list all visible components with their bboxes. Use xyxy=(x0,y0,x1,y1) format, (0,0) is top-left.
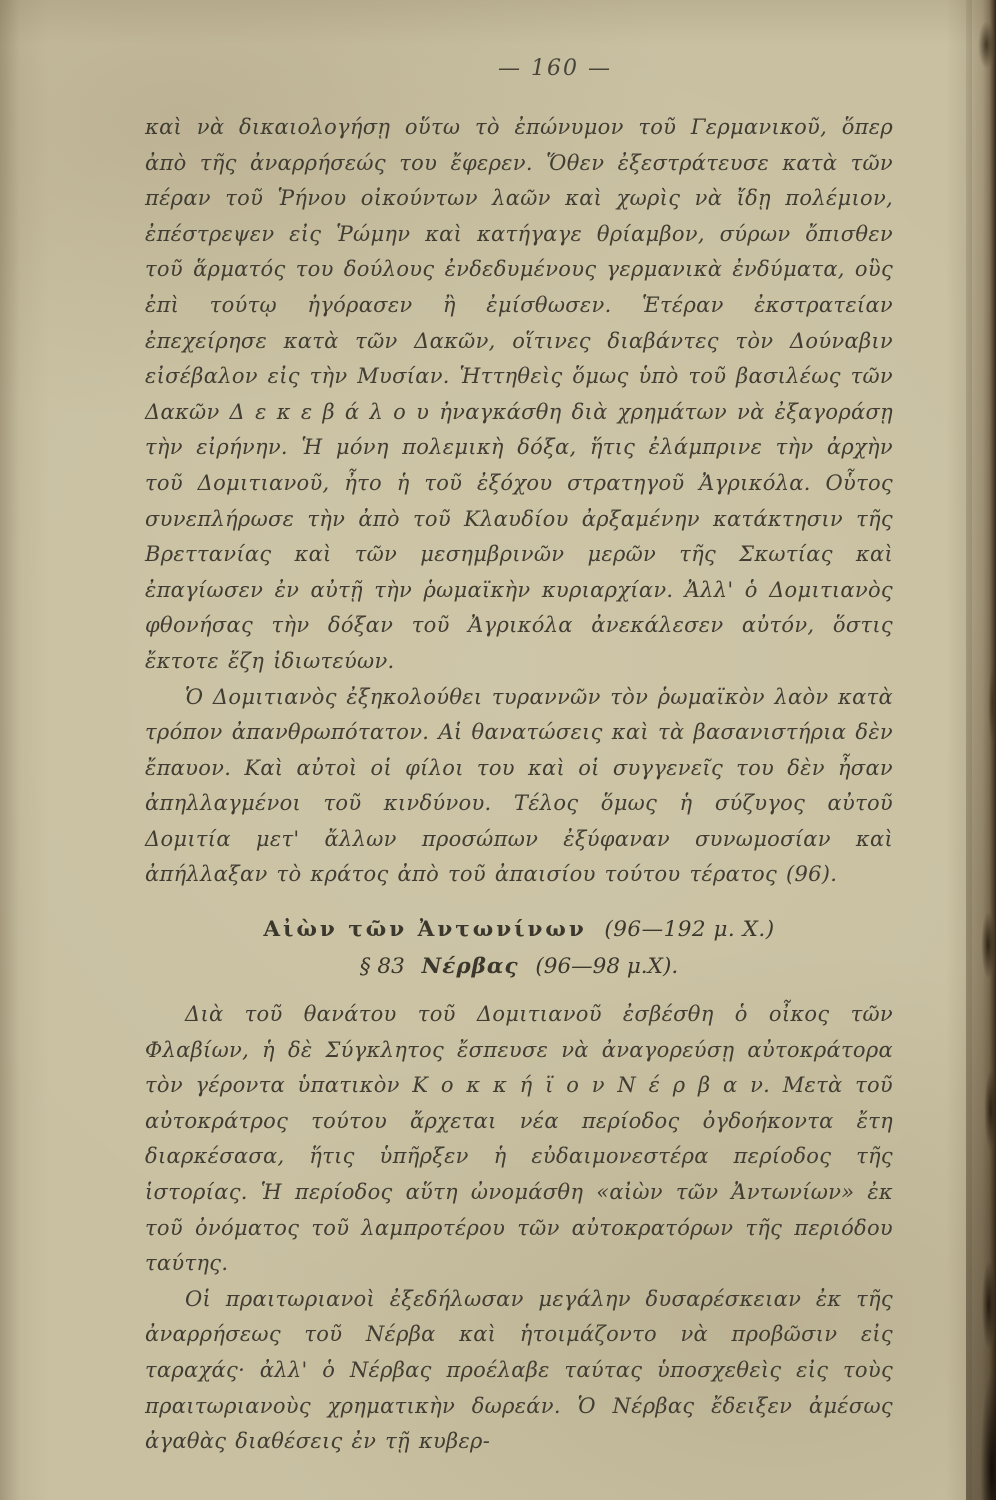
section-heading-title: Αἰὼν τῶν Ἀντωνίνων xyxy=(263,917,587,943)
page-edge-soft-shadow xyxy=(946,0,972,1500)
paragraph-domitian-tyranny: Ὁ Δομιτιανὸς ἐξηκολούθει τυραννῶν τὸν ῥωμαϊκὸν λαὸν κατὰ τρόπον ἀπανθρωπότατον. Αἱ θανατώσεις καὶ τὰ βασανιστήρια δὲν ἔπαυον. Καὶ αὐτοὶ οἱ φίλοι του καὶ οἱ συγγενεῖς του δὲν ἦσαν ἀπηλλαγμένοι τοῦ κινδύνου. Τέλος ὅμως ἡ σύζυγος αὐτοῦ Δομιτία μετ' ἄλλων προσώπων ἐξύφαναν συνωμοσίαν καὶ ἀπήλλαξαν τὸ κράτος ἀπὸ τοῦ ἀπαισίου τούτου τέρατος (96). xyxy=(145,684,893,887)
page-edge-shadow xyxy=(966,0,996,1500)
subsection-dates: (96—98 μ.Χ). xyxy=(535,954,679,980)
subsection-heading-nerva xyxy=(145,954,893,979)
subsection-name: Νέρβας xyxy=(421,954,519,980)
page-number: — 160 — xyxy=(498,56,612,81)
paragraph-domitian-campaigns: καὶ νὰ δικαιολογήσῃ οὕτω τὸ ἐπώνυμον τοῦ Γερμανικοῦ, ὅπερ ἀπὸ τῆς ἀναρρήσεώς του ἔφερεν. Ὅθεν ἐξεστράτευσε κατὰ τῶν πέραν τοῦ Ῥήνου οἰκούντων λαῶν καὶ χωρὶς νὰ ἴδῃ πολέμιον, ἐπέστρεψεν εἰς Ῥώμην καὶ κατήγαγε θρίαμβον, σύρων ὄπισθεν τοῦ ἅρματός του δούλους ἐνδεδυμένους γερμανικὰ ἐνδύματα, οὓς ἐπὶ τούτῳ ἠγόρασεν ἢ ἐμίσθωσεν. Ἑτέραν ἐκστρατείαν ἐπεχείρησε κατὰ τῶν Δακῶν, οἵτινες διαβάντες τὸν Δούναβιν εἰσέβαλον εἰς τὴν Μυσίαν. Ἡττηθεὶς ὅμως ὑπὸ τοῦ βασιλέως τῶν Δακῶν Δ ε κ ε β ά λ ο υ ἠναγκάσθη διὰ χρημάτων νὰ ἐξαγοράσῃ τὴν εἰρήνην. Ἡ μόνη πολεμικὴ δόξα, ἥτις ἐλάμπρινε τὴν ἀρχὴν τοῦ Δομιτιανοῦ, ἦτο ἡ τοῦ ἐξόχου στρατηγοῦ Ἀγρικόλα. Οὗτος συνεπλήρωσε τὴν ἀπὸ τοῦ Κλαυδίου ἀρξαμένην κατάκτησιν τῆς Βρεττανίας καὶ τῶν μεσημβρινῶν μερῶν τῆς Σκωτίας καὶ ἐπαγίωσεν ἐν αὐτῇ τὴν ῥωμαϊκὴν κυριαρχίαν. Ἀλλ' ὁ Δομιτιανὸς φθονήσας τὴν δόξαν τοῦ Ἀγρικόλα ἀνεκάλεσεν αὐτόν, ὅστις ἔκτοτε ἔζη ἰδιωτεύων. xyxy=(145,115,893,673)
paragraph-praetorians: Οἱ πραιτωριανοὶ ἐξεδήλωσαν μεγάλην δυσαρέσκειαν ἐκ τῆς ἀναρρήσεως τοῦ Νέρβα καὶ ἡτοιμάζοντο νὰ προβῶσιν εἰς ταραχάς· ἀλλ' ὁ Νέρβας προέλαβε ταύτας ὑποσχεθεὶς εἰς τοὺς πραιτωριανοὺς χρηματικὴν δωρεάν. Ὁ Νέρβας ἔδειξεν ἀμέσως ἀγαθὰς διαθέσεις ἐν τῇ κυβερ- xyxy=(145,1286,893,1454)
subsection-number: § 83 xyxy=(359,954,405,980)
paragraph-nerva-accession: Διὰ τοῦ θανάτου τοῦ Δομιτιανοῦ ἐσβέσθη ὁ οἶκος τῶν Φλαβίων, ἡ δὲ Σύγκλητος ἔσπευσε νὰ ἀναγορεύσῃ αὐτοκράτορα τὸν γέροντα ὑπατικὸν Κ ο κ κ ή ϊ ο ν Ν έ ρ β α ν. Μετὰ τοῦ αὐτοκράτρος τούτου ἄρχεται νέα περίοδος ὀγδοήκοντα ἔτη διαρκέσασα, ἥτις ὑπῆρξεν ἡ εὐδαιμονεστέρα περίοδος τῆς ἱστορίας. Ἡ περίοδος αὕτη ὠνομάσθη «αἰὼν τῶν Ἀντωνίων» ἐκ τοῦ ὀνόματος τοῦ λαμπροτέρου τῶν αὐτοκρατόρων τῆς περιόδου ταύτης. xyxy=(145,1002,893,1276)
section-heading-antonines xyxy=(145,917,893,942)
text-block xyxy=(145,110,893,1460)
section-heading-dates: (96—192 μ. Χ.) xyxy=(604,917,775,943)
